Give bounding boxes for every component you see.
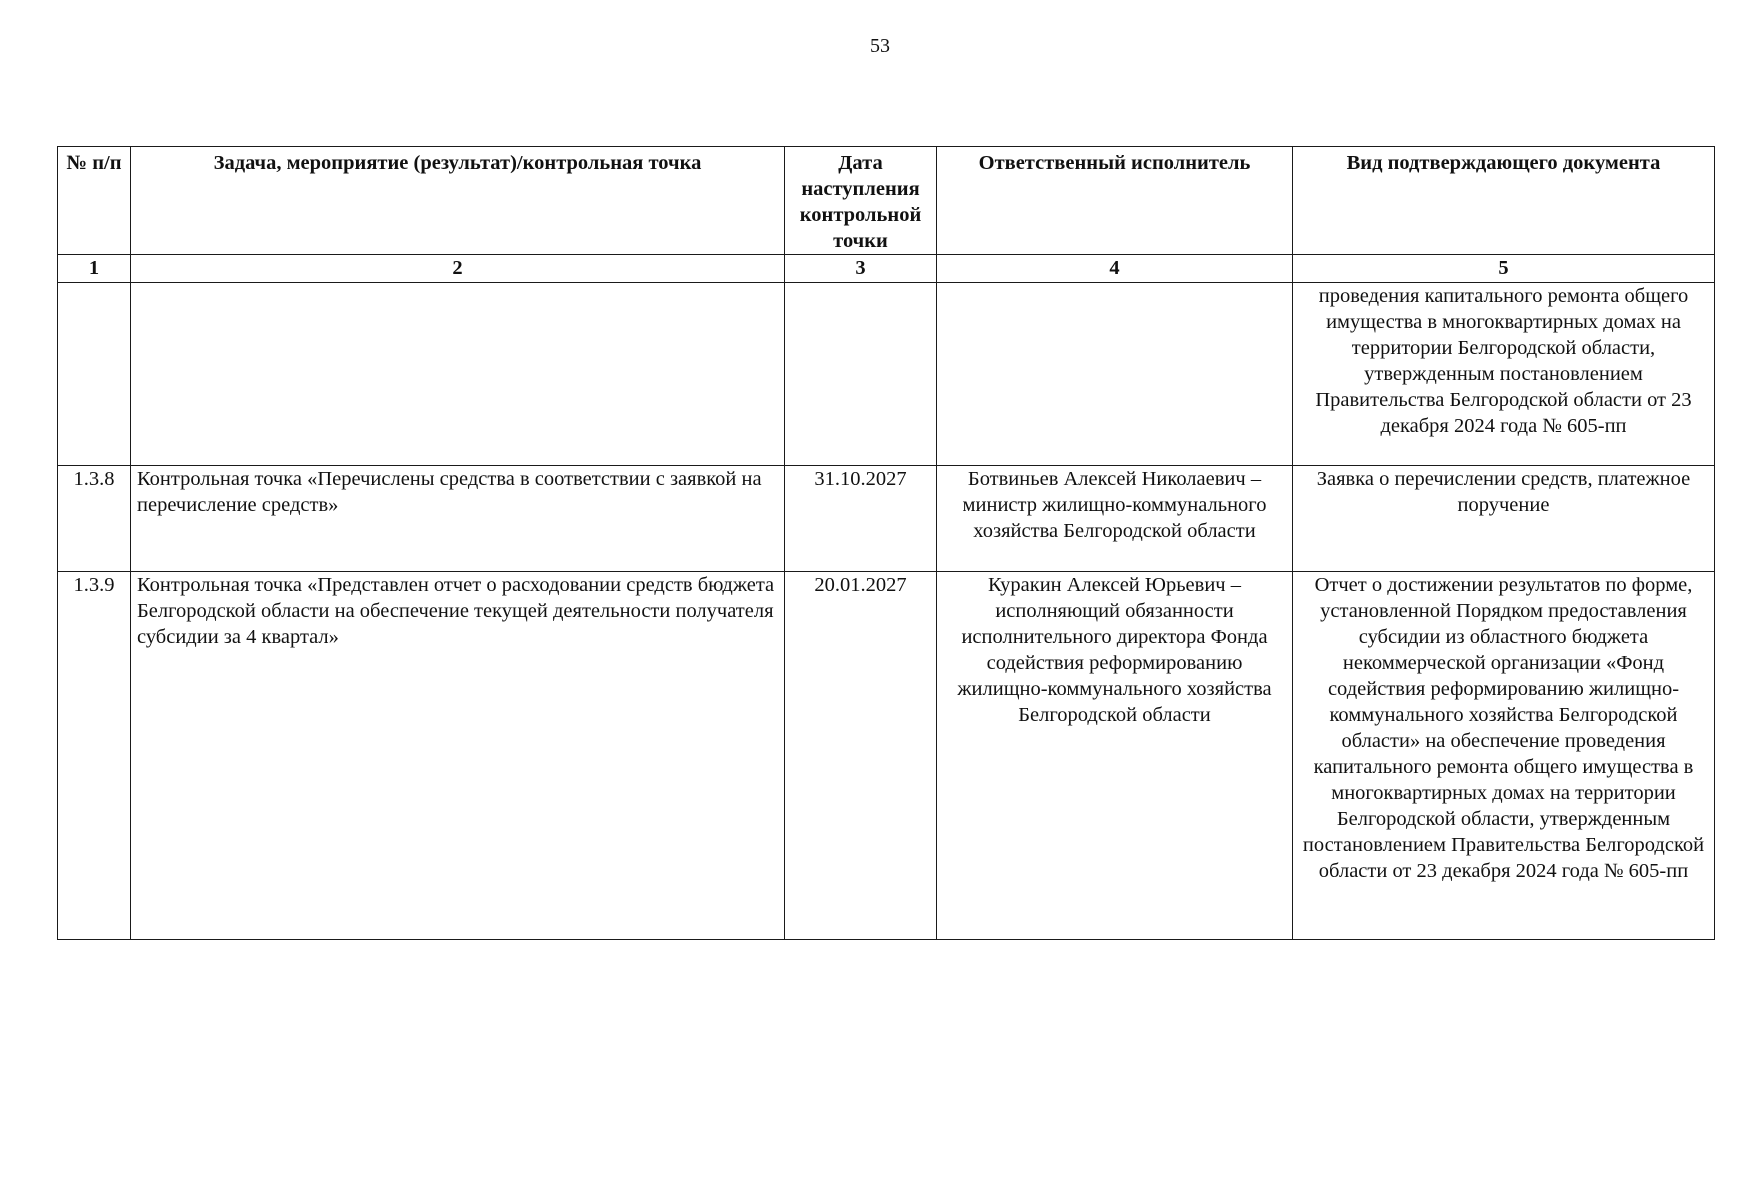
column-numbers-row xyxy=(58,255,1715,283)
column-number: 3 xyxy=(785,255,937,283)
control-points-table xyxy=(57,146,1715,940)
row-task: Контрольная точка «Представлен отчет о расходовании средств бюджета Белгородской области на обеспечение текущей деятельности получателя субсидии за 4 квартал» xyxy=(131,572,785,940)
row-num: 1.3.9 xyxy=(58,572,131,940)
row-task xyxy=(131,283,785,466)
header-task: Задача, мероприятие (результат)/контрольная точка xyxy=(131,147,785,255)
row-responsible: Ботвиньев Алексей Николаевич – министр жилищно-коммунального хозяйства Белгородской области xyxy=(937,466,1293,572)
row-document: проведения капитального ремонта общего имущества в многоквартирных домах на территории Белгородской области, утвержденным постановлением Правительства Белгородской области от 23 декабря 2024 года № 605-пп xyxy=(1293,283,1715,466)
table-row xyxy=(58,572,1715,940)
column-number: 4 xyxy=(937,255,1293,283)
row-date: 31.10.2027 xyxy=(785,466,937,572)
column-number: 2 xyxy=(131,255,785,283)
row-num: 1.3.8 xyxy=(58,466,131,572)
header-document: Вид подтверждающего документа xyxy=(1293,147,1715,255)
row-date: 20.01.2027 xyxy=(785,572,937,940)
row-responsible xyxy=(937,283,1293,466)
row-responsible: Куракин Алексей Юрьевич – исполняющий обязанности исполнительного директора Фонда содействия реформированию жилищно-коммунального хозяйства Белгородской области xyxy=(937,572,1293,940)
row-date xyxy=(785,283,937,466)
row-document: Отчет о достижении результатов по форме, установленной Порядком предоставления субсидии из областного бюджета некоммерческой организации «Фонд содействия реформированию жилищно-коммунального хозяйства Белгородской области» на обеспечение проведения капитального ремонта общего имущества в многоквартирных домах на территории Белгородской области, утвержденным постановлением Правительства Белгородской области от 23 декабря 2024 года № 605-пп xyxy=(1293,572,1715,940)
row-num xyxy=(58,283,131,466)
page-number: 53 xyxy=(870,35,890,57)
row-document: Заявка о перечислении средств, платежное поручение xyxy=(1293,466,1715,572)
header-num: № п/п xyxy=(58,147,131,255)
header-date: Дата наступления контрольной точки xyxy=(785,147,937,255)
row-task: Контрольная точка «Перечислены средства в соответствии с заявкой на перечисление средств» xyxy=(131,466,785,572)
column-number: 1 xyxy=(58,255,131,283)
table-row xyxy=(58,466,1715,572)
table-row xyxy=(58,283,1715,466)
table-header-row xyxy=(58,147,1715,255)
header-responsible: Ответственный исполнитель xyxy=(937,147,1293,255)
column-number: 5 xyxy=(1293,255,1715,283)
